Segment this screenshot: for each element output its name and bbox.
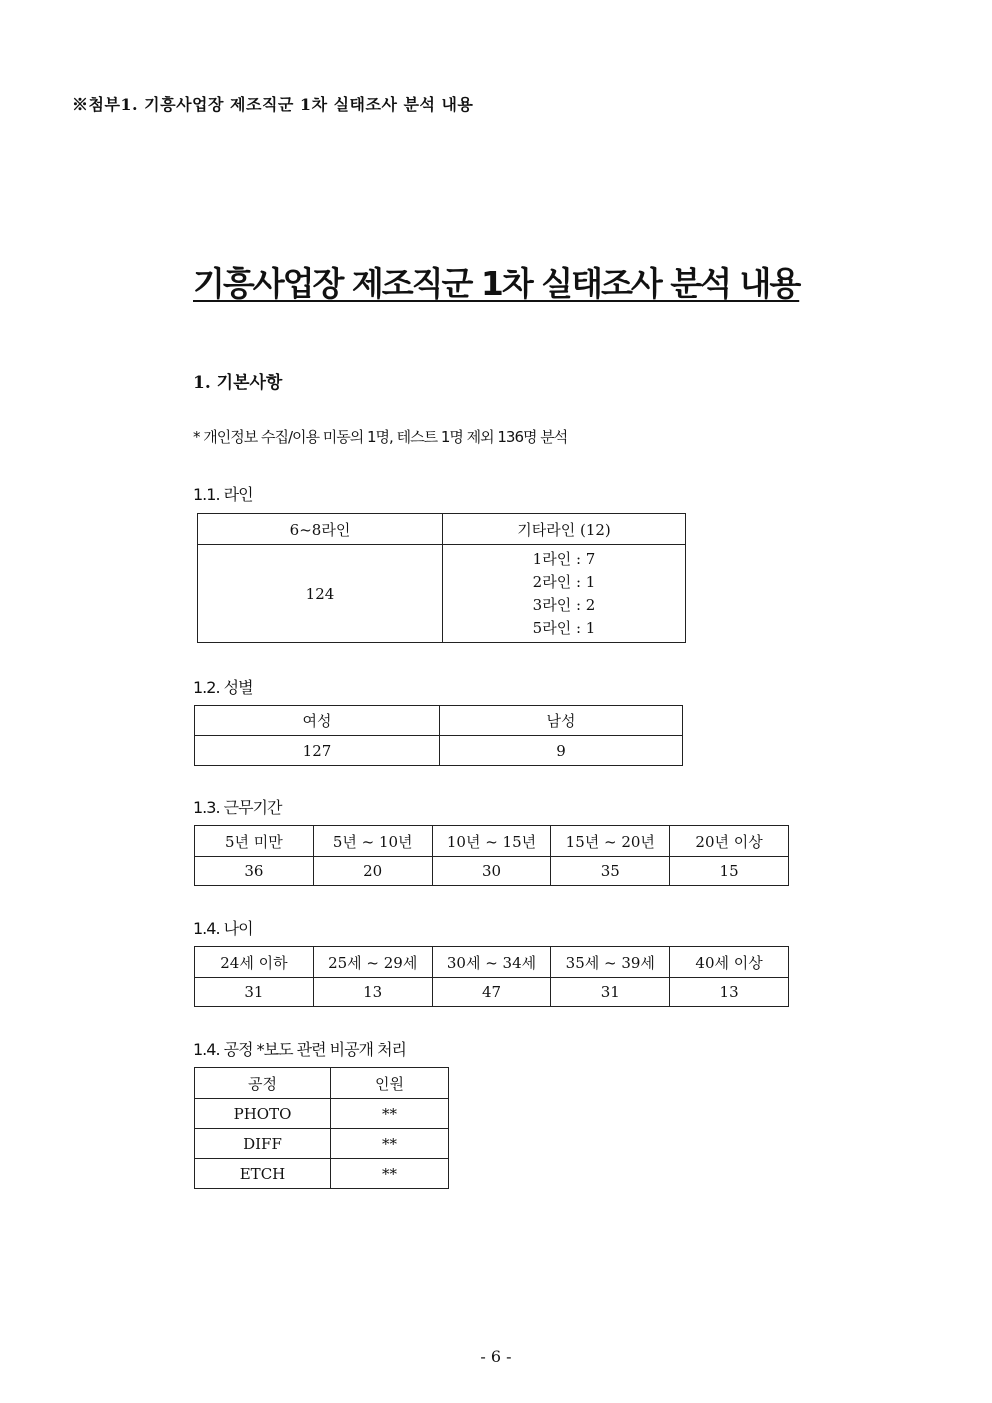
table-cell: 35 [551, 857, 670, 886]
table-row [195, 1159, 449, 1189]
table-header: 5년 ~ 10년 [313, 826, 432, 857]
list-item: 1라인 : 7 [532, 549, 596, 568]
table-cell: 15 [670, 857, 789, 886]
table-header: 10년 ~ 15년 [432, 826, 551, 857]
table-cell: DIFF [195, 1129, 331, 1159]
tenure-table-heading: 1.3. 근무기간 [193, 798, 282, 817]
process-table [194, 1067, 449, 1189]
table-header: 20년 이상 [670, 826, 789, 857]
page-number: - 6 - [480, 1347, 512, 1366]
list-item: 3라인 : 2 [532, 595, 596, 614]
table-cell: 127 [195, 736, 440, 766]
attachment-heading: ※첨부1. 기흥사업장 제조직군 1차 실태조사 분석 내용 [72, 95, 474, 114]
table-header: 24세 이하 [195, 947, 314, 978]
table-header: 5년 미만 [195, 826, 314, 857]
table-cell: ** [331, 1129, 449, 1159]
table-cell: 31 [551, 978, 670, 1007]
table-cell: ** [331, 1099, 449, 1129]
table-header: 25세 ~ 29세 [313, 947, 432, 978]
section-heading: 1. 기본사항 [193, 373, 283, 393]
line-table-heading: 1.1. 라인 [193, 485, 253, 504]
table-cell: 13 [670, 978, 789, 1007]
table-header: 30세 ~ 34세 [432, 947, 551, 978]
list-item: 5라인 : 1 [532, 618, 596, 637]
table-cell: 36 [195, 857, 314, 886]
table-cell: 124 [198, 545, 443, 643]
table-header: 인원 [331, 1068, 449, 1099]
list-item: 2라인 : 1 [532, 572, 596, 591]
age-table [194, 946, 789, 1007]
other-lines-cell [443, 545, 686, 643]
table-cell: 30 [432, 857, 551, 886]
tenure-table [194, 825, 789, 886]
process-table-heading: 1.4. 공정 *보도 관련 비공개 처리 [193, 1040, 406, 1059]
table-header: 35세 ~ 39세 [551, 947, 670, 978]
gender-table [194, 705, 683, 766]
table-header: 6~8라인 [198, 514, 443, 545]
table-row [195, 1099, 449, 1129]
page-title: 기흥사업장 제조직군 1차 실태조사 분석 내용 [193, 264, 800, 303]
analysis-note: * 개인정보 수집/이용 미동의 1명, 테스트 1명 제외 136명 분석 [193, 428, 568, 446]
table-cell: ** [331, 1159, 449, 1189]
age-table-heading: 1.4. 나이 [193, 919, 253, 938]
table-header: 기타라인 (12) [443, 514, 686, 545]
table-cell: 20 [313, 857, 432, 886]
gender-table-heading: 1.2. 성별 [193, 678, 253, 697]
table-cell: PHOTO [195, 1099, 331, 1129]
line-table [197, 513, 686, 643]
table-header: 40세 이상 [670, 947, 789, 978]
table-cell: 31 [195, 978, 314, 1007]
table-header: 공정 [195, 1068, 331, 1099]
table-cell: ETCH [195, 1159, 331, 1189]
table-cell: 9 [440, 736, 683, 766]
table-cell: 13 [313, 978, 432, 1007]
table-row [195, 1129, 449, 1159]
table-cell: 47 [432, 978, 551, 1007]
table-header: 15년 ~ 20년 [551, 826, 670, 857]
table-header: 여성 [195, 706, 440, 736]
table-header: 남성 [440, 706, 683, 736]
